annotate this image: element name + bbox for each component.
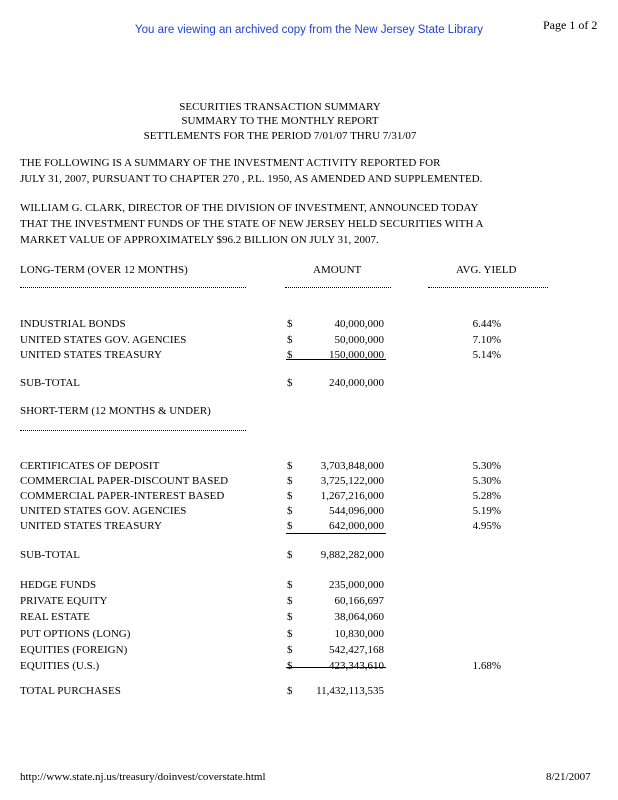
intro-line: THAT THE INVESTMENT FUNDS OF THE STATE OF NEW JERSEY HELD SECURITIES WITH A [20,218,484,230]
report-title: SECURITIES TRANSACTION SUMMARY [179,101,381,113]
table-row [0,318,618,332]
total-amount: 11,432,113,535 [316,685,384,697]
column-divider [20,430,246,431]
table-row [0,628,618,642]
row-amount: 542,427,168 [329,643,384,656]
row-label: HEDGE FUNDS [20,579,97,591]
yield-column-header: AVG. YIELD [456,264,517,276]
table-row [0,644,618,658]
report-period: SETTLEMENTS FOR THE PERIOD 7/01/07 THRU 7/31/07 [143,130,417,142]
column-divider [20,287,246,288]
dollar-sign: $ [287,377,293,389]
row-amount: 423,343,610 [329,660,384,672]
table-row [0,520,618,534]
dollar-sign: $ [287,349,293,361]
column-divider [428,287,548,288]
row-amount: 642,000,000 [329,520,384,532]
dollar-sign: $ [287,490,293,502]
row-label: PRIVATE EQUITY [20,595,108,608]
row-amount: 544,096,000 [329,505,384,517]
row-amount: 1,267,216,000 [320,490,384,502]
long-term-heading: LONG-TERM (OVER 12 MONTHS) [20,264,188,276]
row-yield: 6.44% [472,318,501,330]
row-yield: 5.30% [472,460,501,472]
short-term-heading: SHORT-TERM (12 MONTHS & UNDER) [20,405,211,417]
intro-line: WILLIAM G. CLARK, DIRECTOR OF THE DIVISION OF INVESTMENT, ANNOUNCED TODAY [20,202,479,214]
row-yield: 5.30% [472,475,501,487]
row-amount: 10,830,000 [334,627,384,640]
table-row [0,579,618,593]
dollar-sign: $ [287,460,293,472]
subtotal-amount: 240,000,000 [329,377,384,389]
dollar-sign: $ [287,520,293,532]
amount-column-header: AMOUNT [313,264,362,276]
row-yield: 7.10% [472,333,501,346]
dollar-sign: $ [287,595,293,608]
total-row [0,685,618,699]
row-label: PUT OPTIONS (LONG) [20,627,131,640]
dollar-sign: $ [287,660,293,672]
row-label: UNITED STATES GOV. AGENCIES [20,505,187,517]
table-row [0,460,618,474]
dollar-sign: $ [287,685,293,697]
dollar-sign: $ [287,505,293,517]
intro-line: THE FOLLOWING IS A SUMMARY OF THE INVESTMENT ACTIVITY REPORTED FOR [20,157,441,169]
row-amount: 50,000,000 [334,333,384,346]
table-row [0,595,618,609]
row-label: UNITED STATES TREASURY [20,520,162,532]
sum-rule [286,359,386,360]
dollar-sign: $ [287,627,293,640]
archive-notice: You are viewing an archived copy from the New Jersey State Library [135,24,483,36]
row-amount: 150,000,000 [329,349,384,361]
row-amount: 38,064,060 [334,611,384,624]
intro-line: JULY 31, 2007, PURSUANT TO CHAPTER 270 , P.L. 1950, AS AMENDED AND SUPPLEMENTED. [20,173,483,185]
sum-rule [286,533,386,534]
row-label: COMMERCIAL PAPER-DISCOUNT BASED [20,475,229,487]
subtotal-amount: 9,882,282,000 [320,549,384,561]
row-label: COMMERCIAL PAPER-INTEREST BASED [20,490,225,502]
row-yield: 1.68% [472,660,501,672]
row-amount: 235,000,000 [329,579,384,591]
row-label: REAL ESTATE [20,611,90,624]
row-label: CERTIFICATES OF DEPOSIT [20,460,160,472]
dollar-sign: $ [287,333,293,346]
total-label: TOTAL PURCHASES [20,685,121,697]
dollar-sign: $ [287,643,293,656]
row-amount: 3,703,848,000 [320,460,384,472]
subtotal-label: SUB-TOTAL [20,549,81,561]
subtotal-row [0,377,618,391]
dollar-sign: $ [287,549,293,561]
table-row [0,334,618,348]
row-yield: 5.19% [472,505,501,517]
row-label: UNITED STATES TREASURY [20,349,162,361]
dollar-sign: $ [287,318,293,330]
subtotal-row [0,549,618,563]
table-row [0,475,618,489]
page-number: Page 1 of 2 [543,18,598,32]
footer-url: http://www.state.nj.us/treasury/doinvest/coverstate.html [20,771,266,783]
column-divider [285,287,391,288]
row-label: EQUITIES (U.S.) [20,660,100,672]
dollar-sign: $ [287,611,293,624]
row-amount: 40,000,000 [334,318,384,330]
row-label: EQUITIES (FOREIGN) [20,643,128,656]
report-subtitle: SUMMARY TO THE MONTHLY REPORT [181,115,379,127]
sum-rule [286,667,386,668]
row-label: UNITED STATES GOV. AGENCIES [20,333,187,346]
table-row [0,490,618,504]
row-label: INDUSTRIAL BONDS [20,318,126,330]
table-row [0,349,618,363]
footer-date: 8/21/2007 [546,771,591,783]
table-row [0,611,618,625]
dollar-sign: $ [287,475,293,487]
row-yield: 5.14% [472,349,501,361]
row-yield: 5.28% [472,490,501,502]
table-row [0,505,618,519]
intro-line: MARKET VALUE OF APPROXIMATELY $96.2 BILLION ON JULY 31, 2007. [20,234,379,246]
subtotal-label: SUB-TOTAL [20,377,81,389]
dollar-sign: $ [287,579,293,591]
row-yield: 4.95% [472,520,501,532]
row-amount: 3,725,122,000 [320,475,384,487]
row-amount: 60,166,697 [334,595,384,608]
